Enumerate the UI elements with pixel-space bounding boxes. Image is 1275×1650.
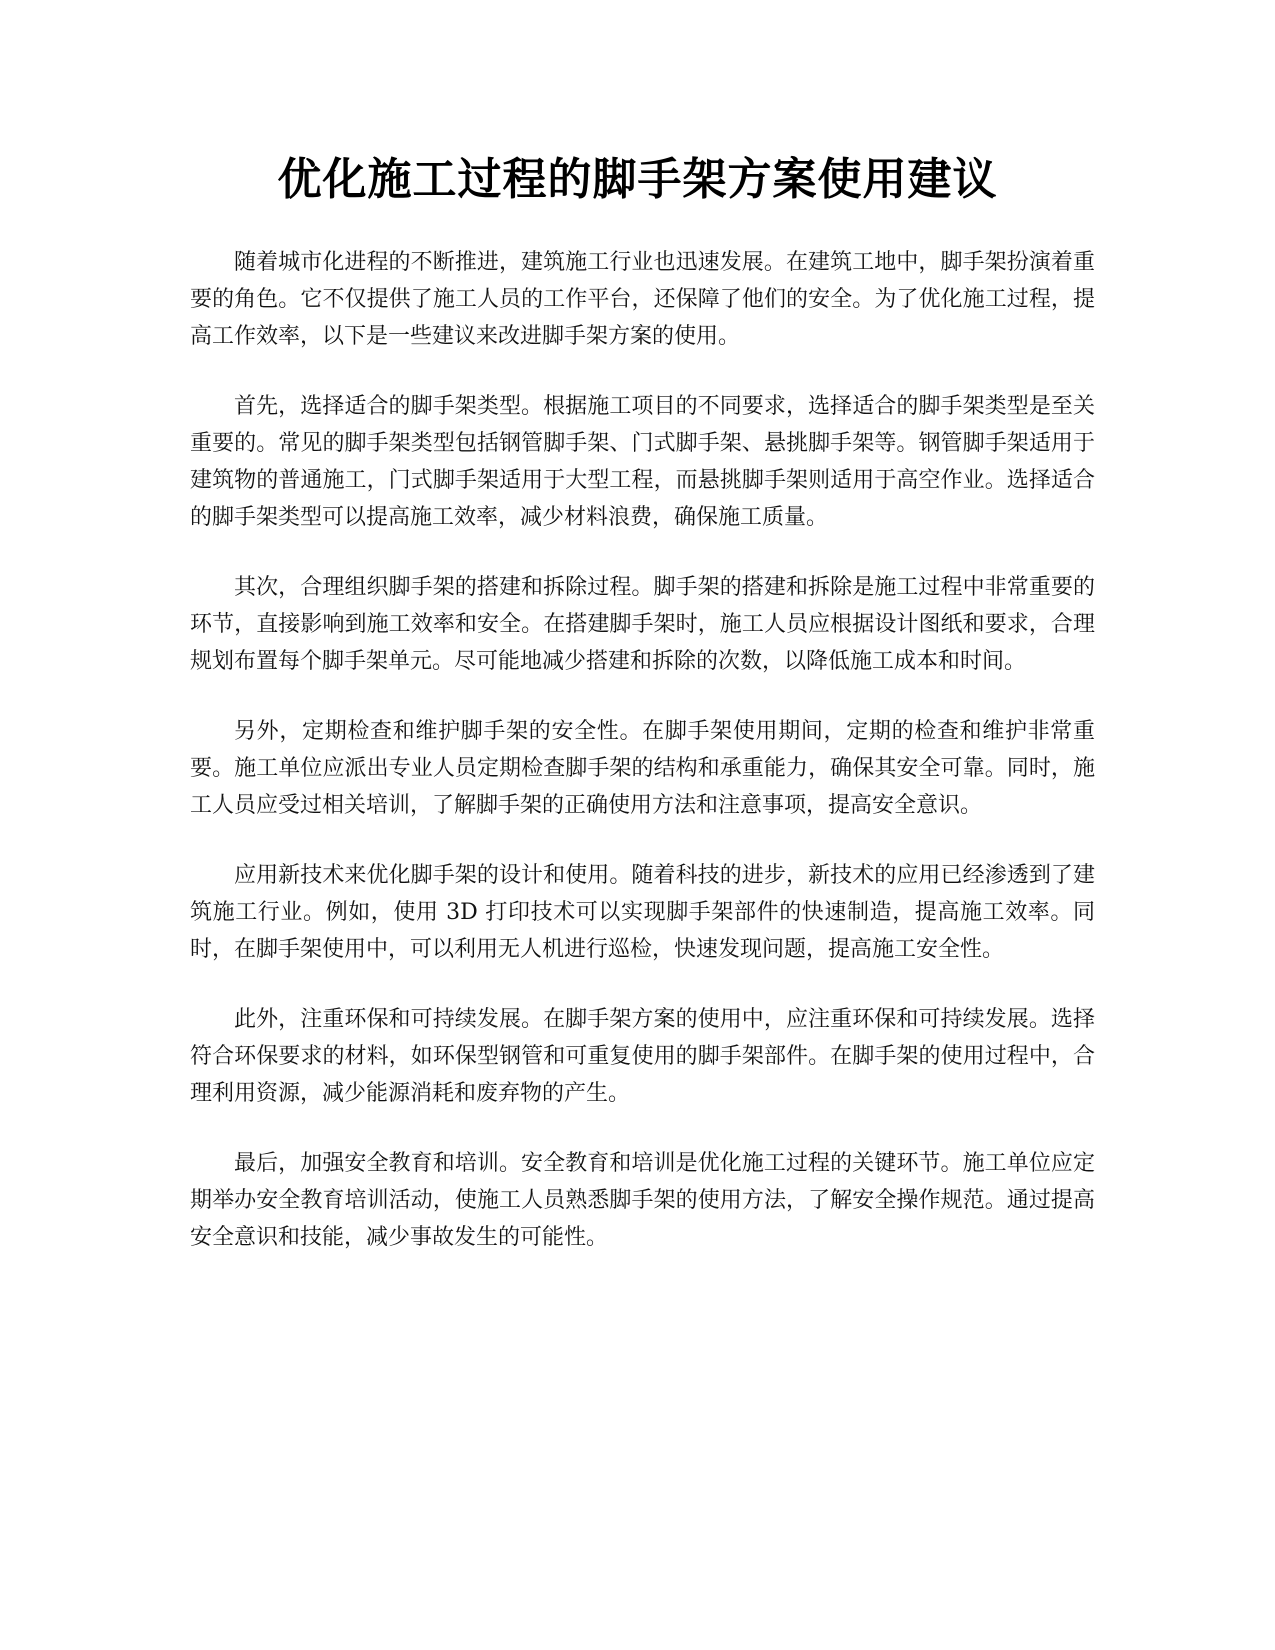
paragraph-intro: 随着城市化进程的不断推进，建筑施工行业也迅速发展。在建筑工地中，脚手架扮演着重要的角色。它不仅提供了施工人员的工作平台，还保障了他们的安全。为了优化施工过程，提高工作效率，以下是一些建议来改进脚手架方案的使用。 (190, 250, 1095, 349)
paragraph-new-technology: 应用新技术来优化脚手架的设计和使用。随着科技的进步，新技术的应用已经渗透到了建筑施工行业。例如，使用 3D 打印技术可以实现脚手架部件的快速制造，提高施工效率。同时，在脚手架使用中，可以利用无人机进行巡检，快速发现问题，提高施工安全性。 (190, 863, 1095, 962)
paragraph-safety-training: 最后，加强安全教育和培训。安全教育和培训是优化施工过程的关键环节。施工单位应定期举办安全教育培训活动，使施工人员熟悉脚手架的使用方法，了解安全操作规范。通过提高安全意识和技能，减少事故发生的可能性。 (190, 1151, 1095, 1250)
paragraph-environment: 此外，注重环保和可持续发展。在脚手架方案的使用中，应注重环保和可持续发展。选择符合环保要求的材料，如环保型钢管和可重复使用的脚手架部件。在脚手架的使用过程中，合理利用资源，减少能源消耗和废弃物的产生。 (190, 1007, 1095, 1106)
document-body (190, 244, 1095, 1289)
document-title: 优化施工过程的脚手架方案使用建议 (277, 154, 998, 205)
paragraph-scaffold-type: 首先，选择适合的脚手架类型。根据施工项目的不同要求，选择适合的脚手架类型是至关重要的。常见的脚手架类型包括钢管脚手架、门式脚手架、悬挑脚手架等。钢管脚手架适用于建筑物的普通施工，门式脚手架适用于大型工程，而悬挑脚手架则适用于高空作业。选择适合的脚手架类型可以提高施工效率，减少材料浪费，确保施工质量。 (190, 394, 1095, 530)
paragraph-erection-removal: 其次，合理组织脚手架的搭建和拆除过程。脚手架的搭建和拆除是施工过程中非常重要的环节，直接影响到施工效率和安全。在搭建脚手架时，施工人员应根据设计图纸和要求，合理规划布置每个脚手架单元。尽可能地减少搭建和拆除的次数，以降低施工成本和时间。 (190, 575, 1095, 674)
paragraph-inspection: 另外，定期检查和维护脚手架的安全性。在脚手架使用期间，定期的检查和维护非常重要。施工单位应派出专业人员定期检查脚手架的结构和承重能力，确保其安全可靠。同时，施工人员应受过相关培训，了解脚手架的正确使用方法和注意事项，提高安全意识。 (190, 719, 1095, 818)
